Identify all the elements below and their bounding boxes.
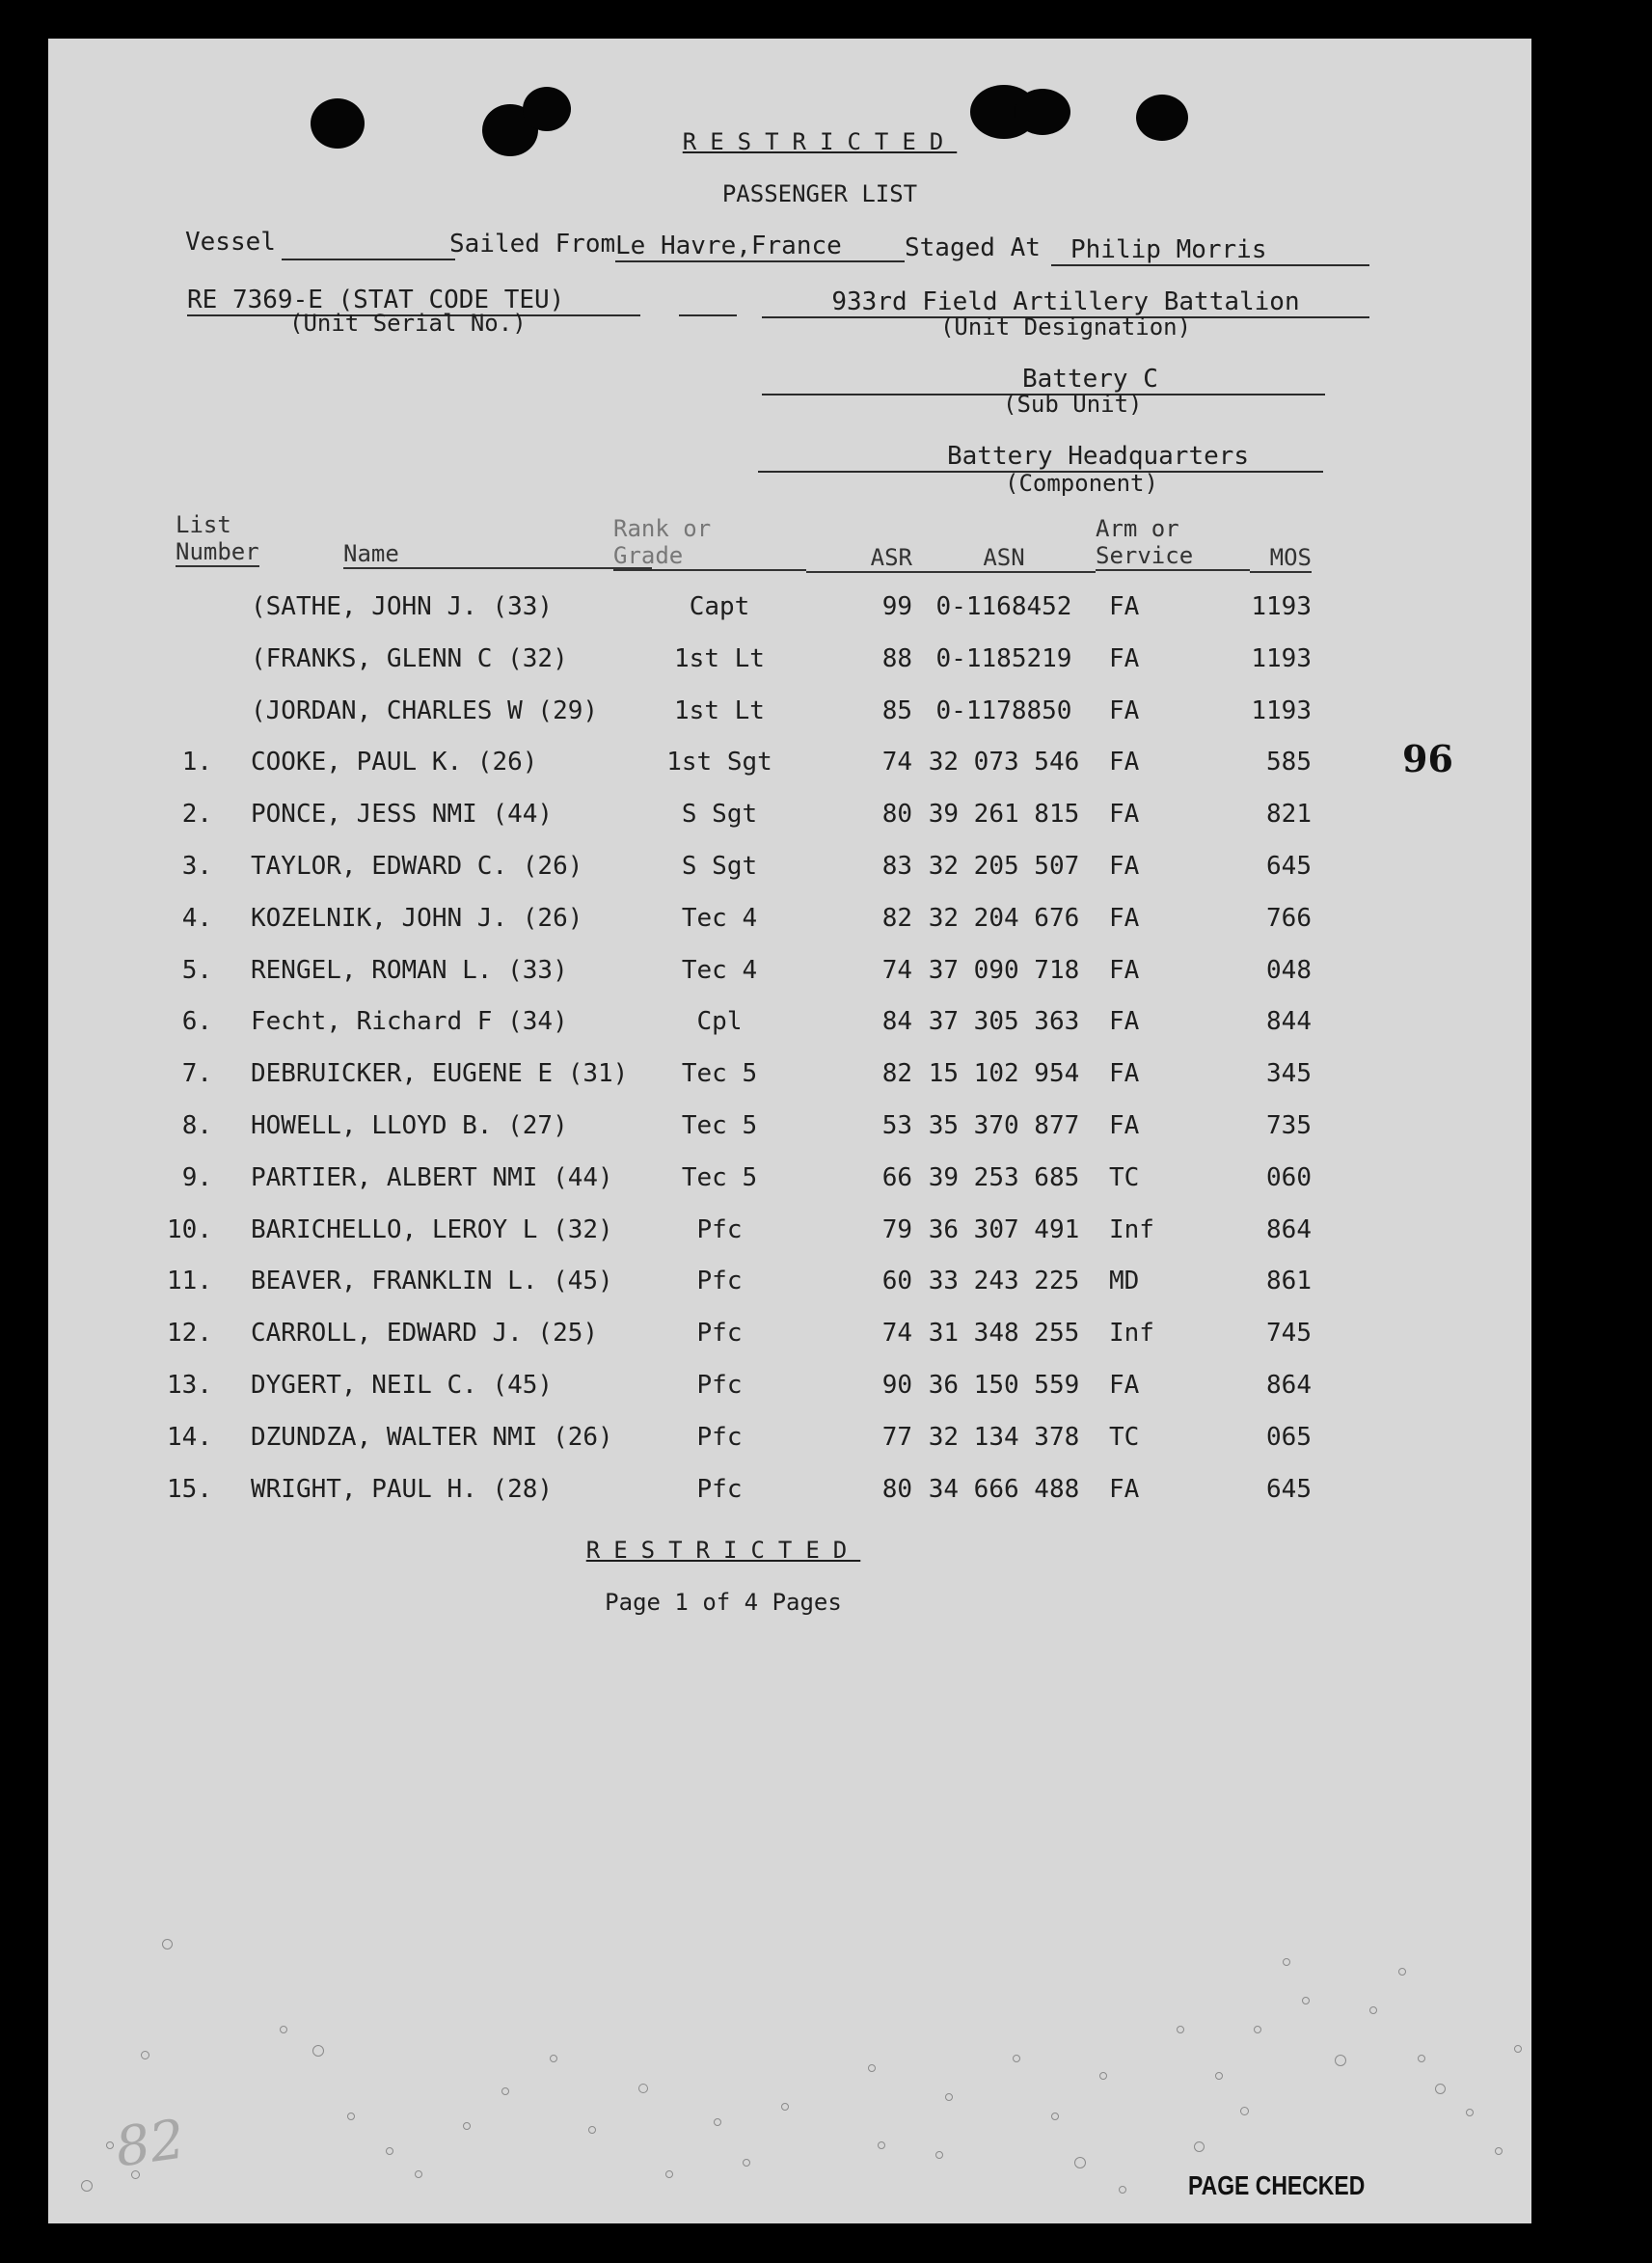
paper-speck (280, 2026, 287, 2033)
cell-asr: 84 (881, 1007, 912, 1037)
paper-speck (1302, 1997, 1310, 2004)
paper-speck (1283, 1958, 1290, 1966)
cell-name: (SATHE, JOHN J. (33) (251, 592, 554, 621)
paper-speck (501, 2087, 509, 2095)
cell-asn: 35 370 877 (928, 1111, 1080, 1140)
paper-speck (1495, 2147, 1503, 2155)
cell-arm: FA (1109, 695, 1140, 725)
cell-arm: TC (1109, 1162, 1140, 1192)
paper-speck (415, 2170, 422, 2178)
col-rank (613, 515, 806, 571)
cell-asr: 80 (881, 800, 912, 830)
cell-name: CARROLL, EDWARD J. (25) (251, 1319, 599, 1349)
cell-asn: 39 253 685 (928, 1162, 1080, 1192)
margin-page-number: 96 (1402, 737, 1453, 780)
cell-num: 9. (181, 1162, 212, 1192)
col-arm-line2: Service (1096, 542, 1194, 569)
cell-mos: 645 (1266, 1474, 1312, 1504)
cell-num: 14. (167, 1422, 212, 1452)
cell-rank: Tec 4 (681, 955, 758, 985)
paper-speck (463, 2122, 471, 2130)
table-row (48, 696, 1531, 749)
cell-mos: 048 (1266, 955, 1312, 985)
punch-hole (1015, 89, 1070, 135)
table-row (48, 1267, 1531, 1319)
col-rank-line2: Grade (613, 542, 684, 569)
cell-asr: 74 (881, 1319, 912, 1349)
paper-speck (588, 2126, 596, 2134)
cell-rank: Tec 5 (681, 1162, 758, 1192)
cell-mos: 864 (1266, 1214, 1312, 1244)
unit-serial-dash (679, 314, 737, 316)
paper-speck (1215, 2072, 1223, 2080)
cell-asn: 32 205 507 (928, 852, 1080, 881)
cell-rank: Tec 5 (681, 1111, 758, 1140)
cell-asn: 32 073 546 (928, 748, 1080, 777)
table-row (48, 1215, 1531, 1268)
paper-speck (162, 1939, 173, 1949)
cell-asr: 74 (881, 955, 912, 985)
cell-num: 2. (181, 800, 212, 830)
cell-asr: 77 (881, 1422, 912, 1452)
paper-speck (878, 2141, 885, 2149)
cell-asn: 0-1185219 (935, 643, 1072, 673)
cell-asr: 80 (881, 1474, 912, 1504)
cell-num: 12. (167, 1319, 212, 1349)
cell-rank: Pfc (696, 1319, 743, 1349)
paper-speck (550, 2055, 557, 2062)
cell-arm: Inf (1109, 1214, 1154, 1244)
cell-mos: 1193 (1251, 695, 1312, 725)
cell-asr: 88 (881, 643, 912, 673)
cell-rank: Pfc (696, 1371, 743, 1400)
restricted-header-text: RESTRICTED (682, 128, 958, 155)
paper-speck (1418, 2055, 1425, 2062)
paper-speck (386, 2147, 393, 2155)
col-asr: ASR (806, 544, 912, 573)
cell-arm: FA (1109, 643, 1140, 673)
col-arm (1096, 515, 1250, 571)
cell-rank: Pfc (696, 1267, 743, 1296)
table-row (48, 1423, 1531, 1475)
punch-hole (523, 87, 571, 131)
cell-name: HOWELL, LLOYD B. (27) (251, 1111, 568, 1140)
cell-asr: 66 (881, 1162, 912, 1192)
paper-speck (1013, 2055, 1020, 2062)
cell-num: 4. (181, 903, 212, 933)
cell-mos: 1193 (1251, 592, 1312, 621)
cell-num: 15. (167, 1474, 212, 1504)
cell-asr: 82 (881, 903, 912, 933)
unit-serial-value: RE 7369-E (STAT CODE TEU) (187, 286, 640, 316)
table-row (48, 644, 1531, 696)
cell-name: (FRANKS, GLENN C (32) (251, 643, 568, 673)
cell-name: BEAVER, FRANKLIN L. (45) (251, 1267, 613, 1296)
cell-mos: 735 (1266, 1111, 1312, 1140)
cell-name: RENGEL, ROMAN L. (33) (251, 955, 568, 985)
cell-arm: TC (1109, 1422, 1140, 1452)
paper-speck (1254, 2026, 1261, 2033)
paper-speck (935, 2151, 943, 2159)
staged-at-value: Philip Morris (1051, 235, 1369, 266)
cell-asr: 60 (881, 1267, 912, 1296)
cell-arm: FA (1109, 800, 1140, 830)
cell-rank: 1st Lt (674, 643, 765, 673)
paper-speck (665, 2170, 673, 2178)
table-row (48, 1007, 1531, 1059)
restricted-footer-text: RESTRICTED (585, 1537, 861, 1564)
col-list-number-line1: List (176, 511, 231, 538)
table-row (48, 1371, 1531, 1423)
cell-num: 6. (181, 1007, 212, 1037)
cell-arm: FA (1109, 592, 1140, 621)
cell-name: PARTIER, ALBERT NMI (44) (251, 1162, 613, 1192)
cell-mos: 864 (1266, 1371, 1312, 1400)
cell-arm: Inf (1109, 1319, 1154, 1349)
cell-arm: FA (1109, 852, 1140, 881)
cell-name: PONCE, JESS NMI (44) (251, 800, 554, 830)
cell-arm: FA (1109, 1007, 1140, 1037)
vessel-label: Vessel (185, 228, 276, 257)
staged-at-label: Staged At (905, 233, 1041, 262)
cell-rank: Pfc (696, 1474, 743, 1504)
cell-rank: Tec 5 (681, 1059, 758, 1089)
cell-asr: 82 (881, 1059, 912, 1089)
vessel-blank-line (282, 259, 455, 260)
paper-speck (1099, 2072, 1107, 2080)
paper-speck (312, 2045, 324, 2057)
table-row (48, 1059, 1531, 1111)
cell-rank: 1st Lt (674, 695, 765, 725)
sub-unit-caption: (Sub Unit) (1003, 391, 1143, 418)
cell-asn: 31 348 255 (928, 1319, 1080, 1349)
col-name: Name (343, 540, 652, 569)
paper-speck (141, 2051, 149, 2059)
cell-num: 10. (167, 1214, 212, 1244)
cell-num: 1. (181, 748, 212, 777)
paper-speck (743, 2159, 750, 2167)
cell-arm: FA (1109, 1111, 1140, 1140)
cell-asr: 74 (881, 748, 912, 777)
paper-speck (1369, 2006, 1377, 2014)
sailed-from-label: Sailed From (449, 230, 616, 259)
table-row (48, 592, 1531, 644)
cell-name: COOKE, PAUL K. (26) (251, 748, 538, 777)
punch-hole (1136, 95, 1188, 141)
cell-arm: FA (1109, 955, 1140, 985)
cell-mos: 1193 (1251, 643, 1312, 673)
cell-name: KOZELNIK, JOHN J. (26) (251, 903, 583, 933)
paper-speck (1051, 2113, 1059, 2120)
unit-designation-caption: (Unit Designation) (939, 314, 1192, 341)
restricted-header (627, 127, 1013, 156)
cell-mos: 345 (1266, 1059, 1312, 1089)
unit-designation-value: 933rd Field Artillery Battalion (762, 287, 1369, 318)
cell-num: 5. (181, 955, 212, 985)
cell-asn: 37 305 363 (928, 1007, 1080, 1037)
table-row (48, 852, 1531, 904)
cell-num: 13. (167, 1371, 212, 1400)
cell-arm: FA (1109, 1474, 1140, 1504)
col-list-number (176, 511, 259, 567)
col-mos: MOS (1250, 544, 1312, 573)
cell-name: DEBRUICKER, EUGENE E (31) (251, 1059, 629, 1089)
cell-asn: 15 102 954 (928, 1059, 1080, 1089)
table-row (48, 1163, 1531, 1215)
col-arm-line1: Arm or (1096, 515, 1179, 542)
paper-speck (1194, 2141, 1205, 2152)
table-row (48, 748, 1531, 800)
punch-hole (311, 98, 365, 149)
paper-speck (1240, 2107, 1249, 2115)
cell-arm: FA (1109, 748, 1140, 777)
cell-mos: 766 (1266, 903, 1312, 933)
cell-rank: Pfc (696, 1214, 743, 1244)
cell-mos: 861 (1266, 1267, 1312, 1296)
cell-num: 3. (181, 852, 212, 881)
paper-speck (1435, 2084, 1446, 2094)
cell-mos: 821 (1266, 800, 1312, 830)
paper-speck (1466, 2109, 1474, 2116)
cell-name: DYGERT, NEIL C. (45) (251, 1371, 554, 1400)
cell-mos: 844 (1266, 1007, 1312, 1037)
paper-speck (1335, 2055, 1346, 2066)
paper-speck (131, 2170, 140, 2179)
cell-rank: Pfc (696, 1422, 743, 1452)
cell-name: WRIGHT, PAUL H. (28) (251, 1474, 554, 1504)
cell-mos: 745 (1266, 1319, 1312, 1349)
table-row (48, 800, 1531, 852)
cell-mos: 645 (1266, 852, 1312, 881)
cell-rank: Tec 4 (681, 903, 758, 933)
cell-asn: 39 261 815 (928, 800, 1080, 830)
paper-speck (1177, 2026, 1184, 2033)
cell-arm: MD (1109, 1267, 1140, 1296)
paper-speck (1074, 2157, 1086, 2168)
component-caption: (Component) (1005, 470, 1158, 497)
paper-speck (1119, 2186, 1126, 2194)
table-row (48, 956, 1531, 1008)
cell-asn: 0-1178850 (935, 695, 1072, 725)
table-row (48, 904, 1531, 956)
passenger-list-title: PASSENGER LIST (721, 180, 918, 207)
cell-arm: FA (1109, 1371, 1140, 1400)
unit-serial-caption: (Unit Serial No.) (289, 310, 527, 337)
cell-asn: 37 090 718 (928, 955, 1080, 985)
document-page (48, 39, 1531, 2223)
cell-mos: 065 (1266, 1422, 1312, 1452)
cell-asn: 33 243 225 (928, 1267, 1080, 1296)
cell-rank: Cpl (696, 1007, 743, 1037)
paper-speck (106, 2141, 114, 2149)
paper-speck (945, 2093, 953, 2101)
cell-arm: FA (1109, 1059, 1140, 1089)
pencil-mark: 82 (111, 2108, 189, 2180)
col-list-number-line2: Number (176, 538, 259, 565)
cell-asn: 36 150 559 (928, 1371, 1080, 1400)
cell-asr: 90 (881, 1371, 912, 1400)
sub-unit-value: Battery C (762, 365, 1325, 395)
cell-rank: 1st Sgt (666, 748, 772, 777)
cell-rank: S Sgt (681, 800, 758, 830)
cell-name: (JORDAN, CHARLES W (29) (251, 695, 599, 725)
table-row (48, 1475, 1531, 1527)
cell-num: 8. (181, 1111, 212, 1140)
paper-speck (638, 2084, 648, 2093)
cell-name: BARICHELLO, LEROY L (32) (251, 1214, 613, 1244)
cell-num: 11. (167, 1267, 212, 1296)
cell-name: Fecht, Richard F (34) (251, 1007, 568, 1037)
paper-speck (347, 2113, 355, 2120)
paper-speck (81, 2180, 93, 2192)
sailed-from-value: Le Havre,France (615, 232, 905, 262)
page-number: Page 1 of 4 Pages (605, 1589, 842, 1616)
col-asn: ASN (912, 544, 1096, 573)
cell-asr: 85 (881, 695, 912, 725)
page-checked-stamp: PAGE CHECKED (1188, 2170, 1366, 2200)
cell-num: 7. (181, 1059, 212, 1089)
table-row (48, 1319, 1531, 1371)
cell-asr: 99 (881, 592, 912, 621)
cell-asr: 79 (881, 1214, 912, 1244)
cell-asn: 0-1168452 (935, 592, 1072, 621)
paper-speck (781, 2103, 789, 2111)
restricted-footer (530, 1536, 916, 1565)
cell-asr: 53 (881, 1111, 912, 1140)
col-rank-line1: Rank or (613, 515, 712, 542)
cell-arm: FA (1109, 903, 1140, 933)
cell-mos: 060 (1266, 1162, 1312, 1192)
component-value: Battery Headquarters (758, 442, 1323, 473)
cell-rank: Capt (689, 592, 750, 621)
cell-asn: 34 666 488 (928, 1474, 1080, 1504)
paper-speck (714, 2118, 721, 2126)
paper-speck (868, 2064, 876, 2072)
paper-speck (1514, 2045, 1522, 2053)
paper-speck (1398, 1968, 1406, 1976)
cell-asn: 32 204 676 (928, 903, 1080, 933)
cell-name: DZUNDZA, WALTER NMI (26) (251, 1422, 613, 1452)
cell-asr: 83 (881, 852, 912, 881)
cell-rank: S Sgt (681, 852, 758, 881)
cell-mos: 585 (1266, 748, 1312, 777)
cell-asn: 32 134 378 (928, 1422, 1080, 1452)
cell-name: TAYLOR, EDWARD C. (26) (251, 852, 583, 881)
table-row (48, 1111, 1531, 1163)
cell-asn: 36 307 491 (928, 1214, 1080, 1244)
